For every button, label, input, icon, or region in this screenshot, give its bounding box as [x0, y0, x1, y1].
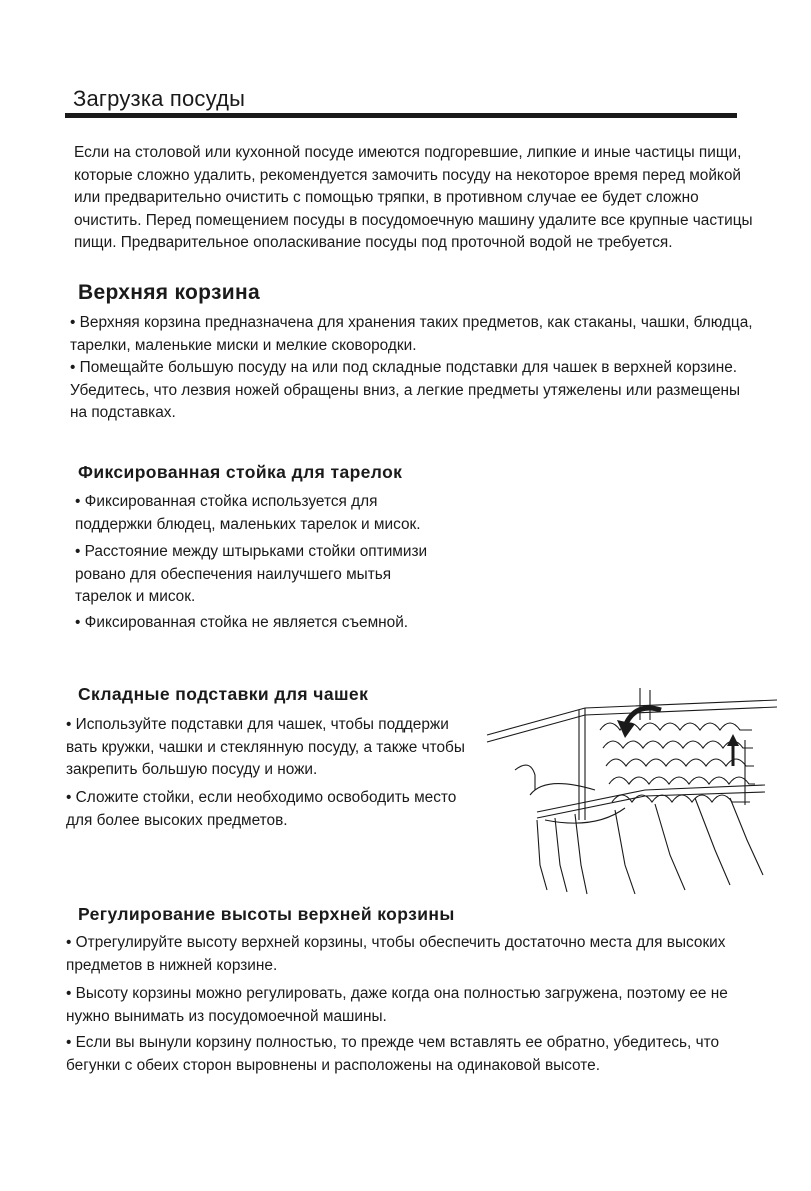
- cup-shelves-line: для более высоких предметов.: [66, 811, 288, 829]
- title-divider: [65, 113, 737, 118]
- height-adjust-line: • Если вы вынули корзину полностью, то прежде чем вставлять ее обратно, убедитесь, что: [66, 1032, 719, 1055]
- height-adjust-line: бегунки с обеих сторон выровнены и расположены на одинаковой высоте.: [66, 1056, 600, 1074]
- lift-arrowhead-icon: [727, 734, 739, 746]
- cup-shelves-heading: Складные подставки для чашек: [78, 684, 369, 704]
- upper-basket-paragraph-1: [70, 312, 753, 357]
- height-adjust-paragraph-1: [66, 932, 725, 977]
- fixed-rack-line: • Фиксированная стойка не является съемной.: [75, 612, 408, 635]
- height-adjust-paragraph-3: [66, 1032, 719, 1077]
- cup-shelves-line: вать кружки, чашки и стеклянную посуду, а также чтобы: [66, 738, 465, 756]
- height-adjust-line: предметов в нижней корзине.: [66, 956, 278, 974]
- upper-basket-line: Убедитесь, что лезвия ножей обращены вниз, а легкие предметы утяжелены или размещены: [70, 381, 741, 399]
- upper-basket-line: • Помещайте большую посуду на или под складные подставки для чашек в верхней корзине.: [70, 357, 740, 380]
- fixed-rack-line: ровано для обеспечения наилучшего мытья: [75, 565, 392, 583]
- upper-basket-paragraph-2: [70, 357, 740, 425]
- height-adjust-line: • Отрегулируйте высоту верхней корзины, чтобы обеспечить достаточно места для высоких: [66, 932, 725, 955]
- fixed-rack-paragraph-1: [75, 491, 421, 536]
- upper-basket-line: на подставках.: [70, 404, 176, 421]
- cup-shelves-line: • Сложите стойки, если необходимо освободить место: [66, 787, 456, 810]
- fixed-rack-line: тарелок и мисок.: [75, 588, 196, 605]
- intro-line: которые сложно удалить, рекомендуется замочить посуду на некоторое время перед мойкой: [74, 166, 741, 184]
- cup-shelves-line: • Используйте подставки для чашек, чтобы поддержи: [66, 714, 465, 737]
- intro-paragraph: [74, 142, 753, 255]
- height-adjust-line: • Высоту корзины можно регулировать, даже когда она полностью загружена, поэтому ее не: [66, 983, 728, 1006]
- fixed-rack-line: • Фиксированная стойка используется для: [75, 491, 421, 514]
- upper-basket-heading: Верхняя корзина: [78, 281, 260, 304]
- upper-basket-line: тарелки, маленькие миски и мелкие сковородки.: [70, 336, 417, 354]
- height-adjust-line: нужно вынимать из посудомоечной машины.: [66, 1007, 387, 1025]
- height-adjust-heading: Регулирование высоты верхней корзины: [78, 904, 455, 924]
- fixed-rack-heading: Фиксированная стойка для тарелок: [78, 462, 403, 482]
- lower-rack-tines: [537, 798, 763, 894]
- intro-line: очистить. Перед помещением посуды в посудомоечную машину удалите все крупные частицы: [74, 211, 753, 229]
- upper-basket-line: • Верхняя корзина предназначена для хранения таких предметов, как стаканы, чашки, блюдца,: [70, 312, 753, 335]
- intro-line: пищи. Предварительное ополаскивание посуды под проточной водой не требуется.: [74, 234, 673, 251]
- page-title: Загрузка посуды: [73, 86, 246, 111]
- cup-shelves-paragraph-1: [66, 714, 465, 782]
- intro-line: Если на столовой или кухонной посуде имеются подгоревшие, липкие и иные частицы пищи,: [74, 144, 742, 161]
- fixed-rack-paragraph-3: [75, 612, 408, 635]
- cup-shelves-illustration: [475, 680, 777, 900]
- cup-shelves-paragraph-2: [66, 787, 456, 832]
- cup-shelves-line: закрепить большую посуду и ножи.: [66, 761, 318, 778]
- height-adjust-paragraph-2: [66, 983, 728, 1028]
- fixed-rack-line: • Расстояние между штырьками стойки оптимизи: [75, 541, 427, 564]
- intro-line: или предварительно очистить с помощью тряпки, в противном случае ее будет сложно: [74, 189, 699, 206]
- fixed-rack-line: поддержки блюдец, маленьких тарелок и мисок.: [75, 515, 421, 533]
- fixed-rack-paragraph-2: [75, 541, 427, 609]
